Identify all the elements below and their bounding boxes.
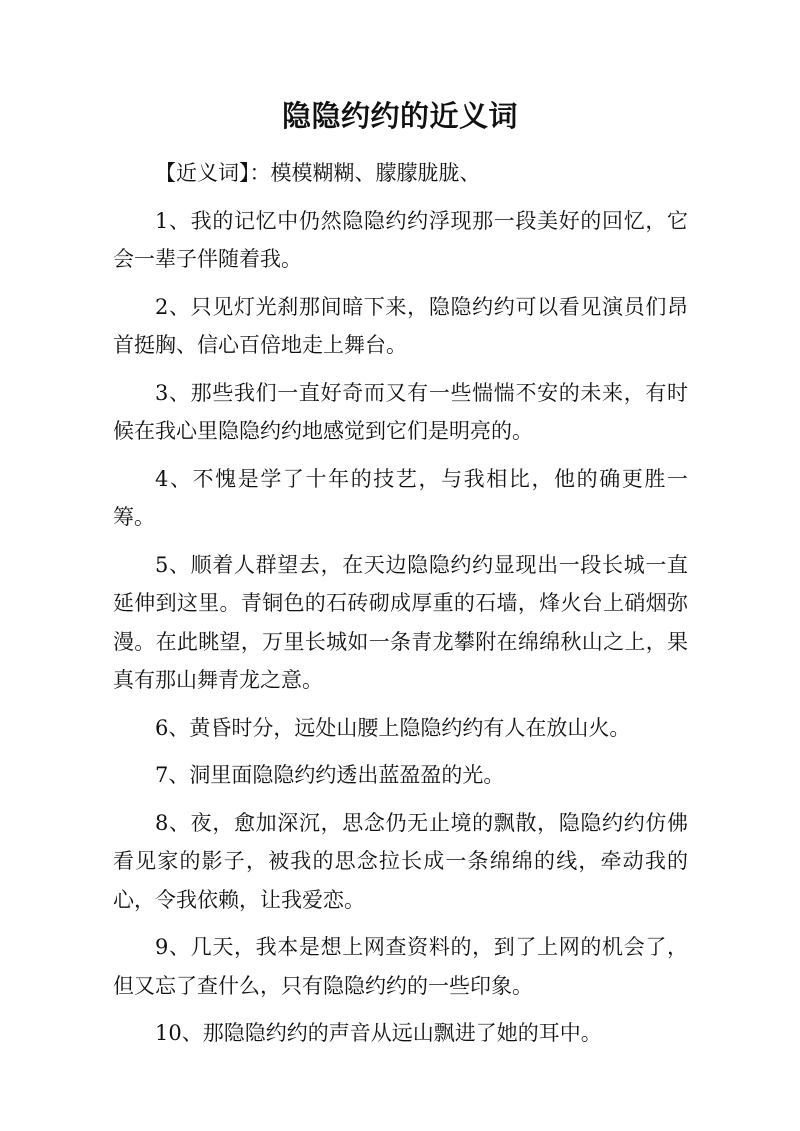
example-sentence-10: 10、那隐隐约约的声音从远山飘进了她的耳中。 xyxy=(155,1021,602,1045)
example-sentence-1: 1、我的记忆中仍然隐隐约约浮现那一段美好的回忆，它会一辈子伴随着我。 xyxy=(113,208,688,271)
synonyms-line: 【近义词】：模模糊糊、朦朦胧胧、 xyxy=(155,161,481,185)
example-sentence-7: 7、洞里面隐隐约约透出蓝盈盈的光。 xyxy=(155,763,505,787)
example-sentence-3: 3、那些我们一直好奇而又有一些惴惴不安的未来，有时候在我心里隐隐约约地感觉到它们是明亮的。 xyxy=(113,380,688,443)
example-sentence-2: 2、只见灯光刹那间暗下来，隐隐约约可以看见演员们昂首挺胸、信心百倍地走上舞台。 xyxy=(113,294,688,357)
example-sentence-8: 8、夜，愈加深沉，思念仍无止境的飘散，隐隐约约仿佛看见家的影子，被我的思念拉长成一条绵绵的线，牵动我的心，令我依赖，让我爱恋。 xyxy=(113,810,688,912)
example-sentence-9: 9、几天，我本是想上网查资料的，到了上网的机会了，但又忘了查什么，只有隐隐约约的一些印象。 xyxy=(113,935,688,998)
document-body xyxy=(113,154,688,1062)
example-sentence-5: 5、顺着人群望去，在天边隐隐约约显现出一段长城一直延伸到这里。青铜色的石砖砌成厚重的石墙，烽火台上硝烟弥漫。在此眺望，万里长城如一条青龙攀附在绵绵秋山之上，果真有那山舞青龙之意。 xyxy=(113,552,688,692)
example-sentence-4: 4、不愧是学了十年的技艺，与我相比，他的确更胜一筹。 xyxy=(113,466,688,529)
page-title: 隐隐约约的近义词 xyxy=(281,99,518,133)
example-sentence-6: 6、黄昏时分，远处山腰上隐隐约约有人在放山火。 xyxy=(155,715,631,740)
